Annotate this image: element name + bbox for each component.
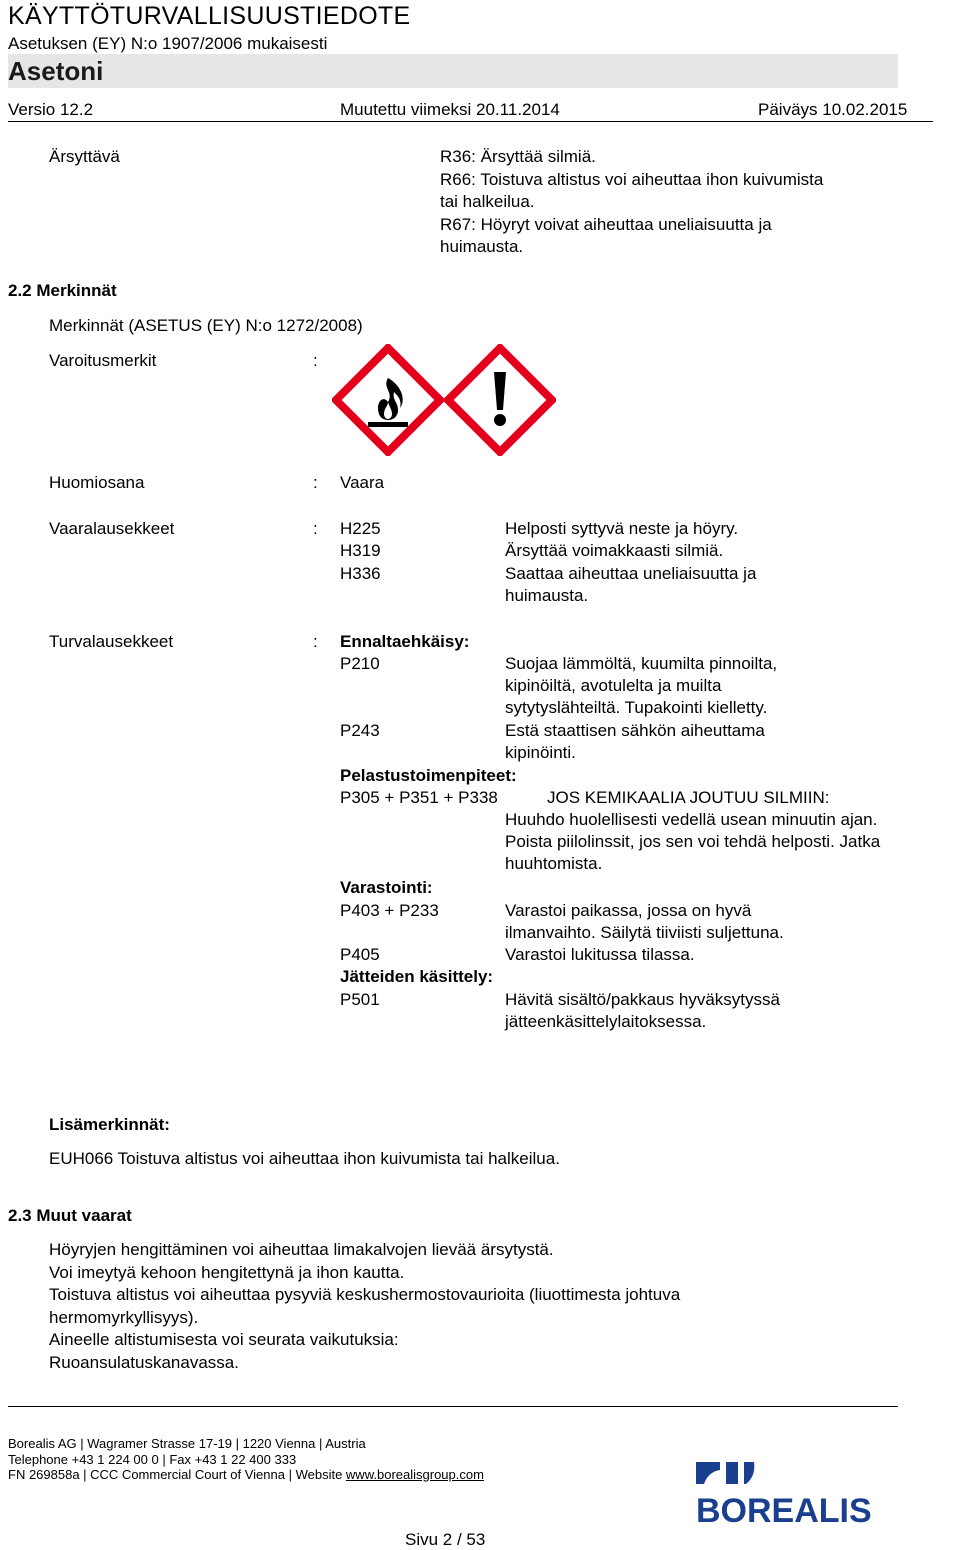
modified-date-label: Muutettu viimeksi 20.11.2014 [340,100,560,119]
footer-phone: Telephone +43 1 224 00 0 | Fax +43 1 22 400 333 [8,1452,297,1467]
other-hazard-line: Höyryjen hengittäminen voi aiheuttaa limakalvojen lievää ärsytystä. [49,1240,554,1259]
product-name-bar [8,54,898,88]
risk-phrase-r66: R66: Toistuva altistus voi aiheuttaa ihon kuivumista [440,169,824,189]
website-link[interactable]: www.borealisgroup.com [345,1467,484,1482]
pictograms-label: Varoitusmerkit [49,351,157,370]
borealis-logo [690,1462,955,1528]
section-2-2-heading: 2.2 Merkinnät [8,281,117,300]
hazard-code: H225 [340,519,381,538]
hazard-text: Ärsyttää voimakkaasti silmiä. [505,541,724,560]
risk-phrase-r67-cont: huimausta. [440,237,524,256]
page-number: Sivu 2 / 53 [405,1530,486,1549]
precaution-code-p210: P210 [340,654,380,673]
precaution-code-p405: P405 [340,945,380,964]
colon: : [313,632,318,651]
precaution-text-p305-first: JOS KEMIKAALIA JOUTUU SILMIIN: [547,788,830,807]
hazard-statements-label: Vaaralausekkeet [49,519,175,538]
section-2-3-heading: 2.3 Muut vaarat [8,1206,132,1225]
other-hazards-text [49,1239,680,1374]
precaution-text-p501: Hävitä sisältö/pakkaus hyväksytyssä jätteenkäsittelylaitoksessa. [505,990,780,1031]
footer-registration [8,1467,484,1483]
other-hazard-line: hermomyrkyllisyys). [49,1307,199,1327]
other-hazard-line: Aineelle altistumisesta voi seurata vaikutuksia: [49,1330,399,1349]
supplementary-heading: Lisämerkinnät: [49,1115,170,1134]
risk-phrases [440,146,823,259]
precaution-text-p403: Varastoi paikassa, jossa on hyvä ilmanvaihto. Säilytä tiiviisti suljettuna. [505,901,784,942]
document-subtitle: Asetuksen (EY) N:o 1907/2006 mukaisesti [8,34,328,53]
precautionary-statements-label: Turvalausekkeet [49,632,174,651]
precaution-code-p501: P501 [340,990,380,1009]
footer-registration-text: FN 269858a | CCC Commercial Court of Vienna | Website [8,1467,346,1482]
colon: : [313,351,318,370]
storage-heading: Varastointi: [340,878,433,897]
flame-icon [332,344,444,456]
issue-date-label: Päiväys 10.02.2015 [758,100,908,119]
precaution-text-p210: Suojaa lämmöltä, kuumilta pinnoilta, kipinöiltä, avotulelta ja muilta sytytyslähteiltä. Tupakointi kielletty. [505,654,778,717]
hazard-code: H319 [340,541,381,560]
precaution-code-p305: P305 + P351 + P338 [340,788,498,807]
version-label: Versio 12.2 [8,100,94,119]
hazard-code: H336 [340,564,381,583]
product-name: Asetoni [8,56,104,86]
risk-phrase-r36: R36: Ärsyttää silmiä. [440,147,596,166]
document-title: KÄYTTÖTURVALLISUUSTIEDOTE [8,2,411,30]
logo-wordmark: BOREALIS [696,1492,872,1528]
signal-word-value: Vaara [340,473,385,492]
exclamation-mark-icon [444,344,556,456]
hazard-text: Saattaa aiheuttaa uneliaisuutta ja huimausta. [505,564,757,605]
signal-word-label: Huomiosana [49,473,145,492]
precaution-text-p405: Varastoi lukitussa tilassa. [505,945,695,964]
footer-divider [8,1406,898,1407]
prevention-heading: Ennaltaehkäisy: [340,632,470,651]
colon: : [313,473,318,492]
precaution-text-p243: Estä staattisen sähkön aiheuttama kipinöinti. [505,721,765,762]
labelling-regulation-heading: Merkinnät (ASETUS (EY) N:o 1272/2008) [49,316,363,335]
supplementary-text: EUH066 Toistuva altistus voi aiheuttaa ihon kuivumista tai halkeilua. [49,1149,560,1168]
precaution-text-p305-rest: Huuhdo huolellisesti vedellä usean minuutin ajan. Poista piilolinssit, jos sen voi tehdä helposti. Jatka huuhtomista. [505,810,881,873]
response-heading: Pelastustoimenpiteet: [340,766,517,785]
risk-phrase-r66-cont: tai halkeilua. [440,192,535,211]
other-hazard-line: Ruoansulatuskanavassa. [49,1352,239,1372]
precaution-code-p243: P243 [340,721,380,740]
precaution-code-p403: P403 + P233 [340,901,439,920]
colon: : [313,519,318,538]
hazard-text: Helposti syttyvä neste ja höyry. [505,519,739,538]
disposal-heading: Jätteiden käsittely: [340,967,494,986]
footer-address: Borealis AG | Wagramer Strasse 17-19 | 1220 Vienna | Austria [8,1436,366,1451]
other-hazard-line: Voi imeytyä kehoon hengitettynä ja ihon kautta. [49,1262,405,1282]
risk-phrase-r67: R67: Höyryt voivat aiheuttaa uneliaisuutta ja [440,214,772,234]
header-divider [8,121,933,122]
other-hazard-line: Toistuva altistus voi aiheuttaa pysyviä keskushermostovaurioita (liuottimesta johtuva [49,1285,681,1304]
irritant-label: Ärsyttävä [49,147,120,166]
